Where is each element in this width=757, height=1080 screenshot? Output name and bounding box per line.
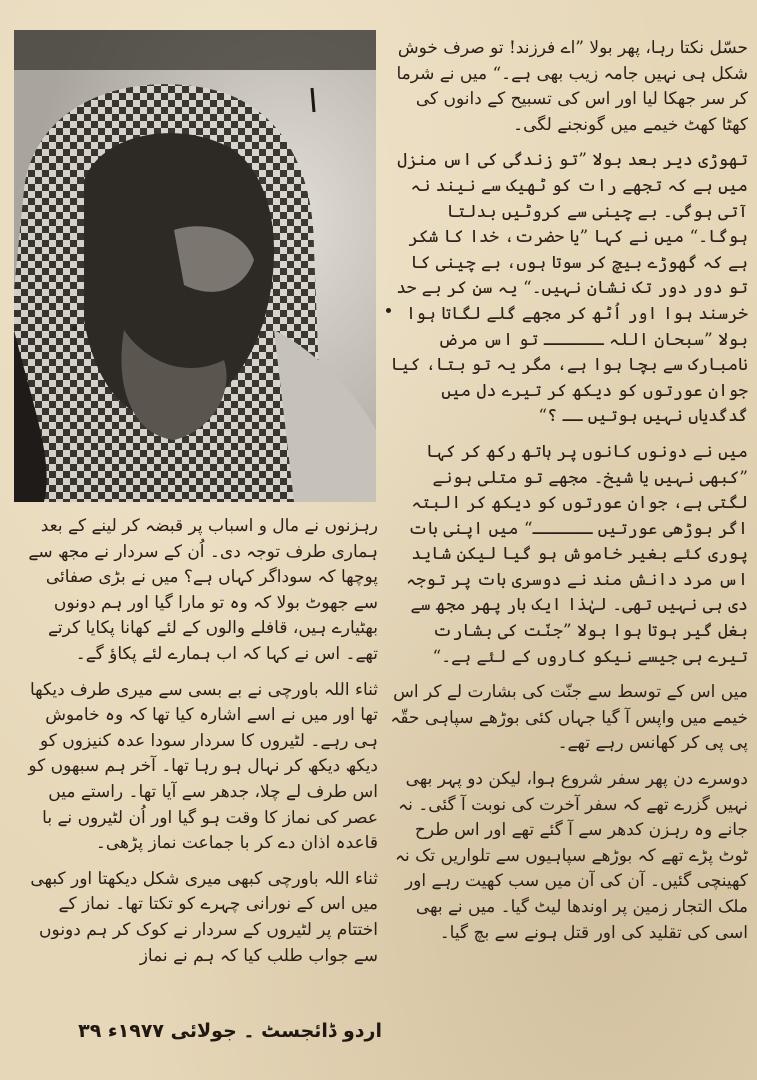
paragraph: رہزنوں نے مال و اسباب پر قبضہ کر لینے کے بعد ہماری طرف توجہ دی۔ اُن کے سردار نے مجھ سے پوچھا کہ سوداگر کہاں ہے؟ میں نے بڑی صفائی سے جھوٹ بولا کہ وہ تو مارا گیا اور ہم دونوں بھٹیارے ہیں، قافلے والوں کے لئے کھانا پکایا کرتے تھے۔ اس نے کہا کہ اب ہمارے لئے پکاؤ گے۔ <box>28 516 378 664</box>
ink-speck <box>386 308 391 313</box>
paragraph: ثناء اللہ باورچی کبھی میری شکل دیکھتا اور کبھی میں اس کے نورانی چہرے کو تکتا تھا۔ نماز کے اختتام پر لٹیروں کے سردار نے کوک کر ہم دونوں سے جواب طلب کیا کہ ہم نے نماز <box>30 868 378 966</box>
right-column-text <box>388 36 748 956</box>
portrait-photo <box>14 30 376 502</box>
paragraph: حسّل نکتا رہا، پھر بولا ”اے فرزند! تو صرف خوش شکل ہی نہیں جامہ زیب بھی ہے۔“ میں نے شرما کر سر جھکا لیا اور اس کی تسبیح کے دانوں کی کھٹا کھٹ خیمے میں گونجنے لگی۔ <box>396 38 748 135</box>
paragraph: دوسرے دن پھر سفر شروع ہوا، لیکن دو پہر بھی نہیں گزرے تھے کہ سفر آخرت کی نوبت آ گئی۔ نہ جانے وہ رہزن کدھر سے آ گئے تھے اور اس طرح ٹوٹ پڑے تھے کہ بوڑھے سپاہیوں سے تلواریں تک نہ کھینچی گئیں۔ آن کی آن میں سب کھیت رہے اور ملک التجار زمین پر اوندھا لیٹ گیا۔ میں نے بھی اسی کی تقلید کی اور قتل ہونے سے بچ گیا۔ <box>395 769 748 943</box>
paragraph: میں نے دونوں کانوں پر ہاتھ رکھ کر کہا ”کبھی نہیں یا شیخ۔ مجھے تو متلی ہونے لگتی ہے، جوان عورتوں کو دیکھ کر البتہ اگر بوڑھی عورتیں ــــــ“ میں اپنی بات پوری کئے بغیر خاموش ہو گیا لیکن شاید اس مرد دانش مند نے دوسری بات پر توجہ دی ہی نہیں تھی۔ لہٰذا ایک بار پھر مجھ سے بغل گیر ہوتا ہوا بولا ”جنّت کی بشارت تیرے ہی جیسے نیکو کاروں کے لئے ہے۔“ <box>405 441 748 667</box>
page-footer: اردو ڈائجسٹ ۔ جولائی ۱۹۷۷ء ۳۹ <box>78 1020 382 1042</box>
paragraph: ثناء اللہ باورچی نے بے بسی سے میری طرف دیکھا تھا اور میں نے اسے اشارہ کیا تھا کہ وہ خاموش ہی رہے۔ لٹیروں کا سردار سودا عدہ کنیزوں کو دیکھ دیکھ کر نہال ہو رہا تھا۔ آخر ہم سبھوں کو اس طرف لے چلا، جدھر سے آیا تھا۔ راستے میں عصر کی نماز کا وقت ہو گیا اور اُن لٹیروں نے با قاعدہ اذان دے کر با جماعت نماز پڑھی۔ <box>28 679 378 854</box>
paragraph: تھوڑی دیر بعد بولا ”تو زندگی کی اس منزل میں ہے کہ تجھے رات کو ٹھیک سے نیند نہ آتی ہوگی۔ بے چینی سے کروٹیں بدلتا ہوگا۔“ میں نے کہا ”یا حضرت، خدا کا شکر ہے کہ گھوڑے بیچ کر سوتا ہوں، بے چینی کا تو دور دور تک نشان نہیں۔“ یہ سن کر بے حد خرسند ہوا اور اُٹھ کر مجھے گلے لگاتا ہوا بولا ”سبحان اللہ ــــــ تو اس مرض نامبارک سے بچا ہوا ہے، مگر یہ تو بتا، کیا جوان عورتوں کو دیکھ کر تیرے دل میں گدگدیاں نہیں ہوتیں ــ ؟“ <box>390 150 748 427</box>
paragraph: میں اس کے توسط سے جنّت کی بشارت لے کر اس خیمے میں واپس آ گیا جہاں کئی بوڑھے سپاہی حقّہ پی پی کر کھانس رہے تھے۔ <box>390 682 748 754</box>
ink-speck <box>72 326 77 331</box>
left-column-text <box>18 514 378 979</box>
portrait-illustration <box>14 30 376 502</box>
